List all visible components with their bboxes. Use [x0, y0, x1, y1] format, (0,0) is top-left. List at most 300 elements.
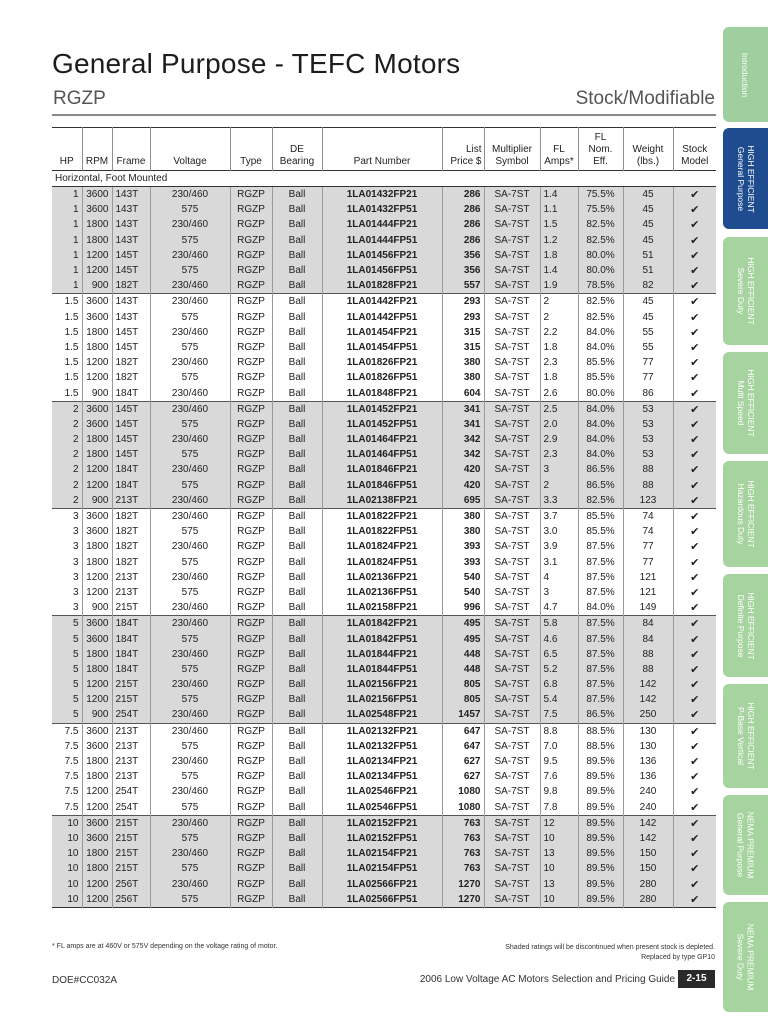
cell-voltage: 575 [150, 585, 230, 600]
cell-efficiency: 89.5% [578, 831, 623, 846]
cell-rpm: 1200 [82, 692, 112, 707]
cell-type: RGZP [230, 861, 272, 876]
cell-list-price: 293 [442, 310, 484, 325]
cell-frame: 184T [112, 462, 150, 477]
cell-type: RGZP [230, 417, 272, 432]
motor-table [52, 127, 716, 908]
cell-weight: 55 [623, 340, 673, 355]
cell-rpm: 900 [82, 493, 112, 509]
cell-voltage: 230/460 [150, 647, 230, 662]
cell-efficiency: 89.5% [578, 861, 623, 876]
cell-efficiency: 88.5% [578, 739, 623, 754]
cell-fl-amps: 9.8 [540, 784, 578, 799]
cell-hp: 5 [52, 616, 82, 632]
cell-rpm: 1800 [82, 447, 112, 462]
cell-hp: 1.5 [64, 372, 79, 384]
table-row [52, 555, 716, 570]
cell-part-number: 1LA02548FP21 [322, 707, 442, 723]
col-voltage: Voltage [150, 128, 230, 171]
cell-multiplier: SA-7ST [484, 600, 540, 616]
cell-rpm: 3600 [82, 294, 112, 310]
cell-weight: 240 [623, 784, 673, 799]
cell-bearing: Ball [272, 217, 322, 232]
cell-part-number: 1LA01432FP21 [322, 187, 442, 203]
cell-weight: 45 [623, 310, 673, 325]
cell-weight: 82 [623, 278, 673, 294]
cell-rpm: 1200 [82, 570, 112, 585]
cell-voltage: 230/460 [150, 355, 230, 370]
cell-rpm: 3600 [82, 739, 112, 754]
cell-type: RGZP [230, 769, 272, 784]
cell-stock-check: ✔ [673, 846, 716, 861]
cell-fl-amps: 13 [540, 876, 578, 891]
cell-stock-check: ✔ [673, 417, 716, 432]
cell-type: RGZP [230, 815, 272, 831]
cell-list-price: 356 [442, 248, 484, 263]
page-number: 2-15 [678, 970, 715, 988]
tab-label-line2: Severe Duty [735, 267, 746, 315]
cell-type: RGZP [230, 784, 272, 799]
cell-rpm: 3600 [82, 508, 112, 524]
cell-stock-check: ✔ [673, 539, 716, 554]
cell-bearing: Ball [272, 233, 322, 248]
cell-multiplier: SA-7ST [484, 447, 540, 462]
cell-voltage: 575 [150, 662, 230, 677]
table-row [52, 723, 716, 739]
cell-weight: 51 [623, 263, 673, 278]
cell-rpm: 1200 [82, 800, 112, 816]
table-row [52, 202, 716, 217]
cell-hp: 10 [52, 831, 82, 846]
cell-stock-check: ✔ [673, 401, 716, 417]
cell-weight: 280 [623, 892, 673, 908]
cell-bearing: Ball [272, 769, 322, 784]
cell-fl-amps: 2.6 [540, 385, 578, 401]
cell-type: RGZP [230, 631, 272, 646]
table-row [52, 401, 716, 417]
cell-multiplier: SA-7ST [484, 340, 540, 355]
cell-stock-check: ✔ [673, 478, 716, 493]
cell-bearing: Ball [272, 432, 322, 447]
cell-fl-amps: 2.3 [540, 355, 578, 370]
cell-voltage: 575 [150, 202, 230, 217]
cell-hp: 2 [52, 447, 82, 462]
cell-multiplier: SA-7ST [484, 310, 540, 325]
cell-hp: 3 [72, 571, 79, 583]
cell-fl-amps: 4.6 [540, 631, 578, 646]
cell-frame: 184T [112, 647, 150, 662]
cell-bearing: Ball [272, 631, 322, 646]
cell-frame: 215T [112, 600, 150, 616]
cell-part-number: 1LA01456FP21 [322, 248, 442, 263]
cell-efficiency: 84.0% [578, 401, 623, 417]
cell-fl-amps: 1.4 [540, 263, 578, 278]
cell-voltage: 230/460 [150, 539, 230, 554]
cell-multiplier: SA-7ST [484, 478, 540, 493]
col-type: Type [230, 128, 272, 171]
cell-stock-check: ✔ [673, 310, 716, 325]
cell-type: RGZP [230, 600, 272, 616]
cell-list-price: 341 [442, 417, 484, 432]
cell-frame: 145T [112, 432, 150, 447]
cell-stock-check: ✔ [673, 723, 716, 739]
cell-stock-check: ✔ [673, 233, 716, 248]
cell-rpm: 1800 [82, 754, 112, 769]
cell-list-price: 393 [442, 555, 484, 570]
tab-label-line2: General Purpose [735, 146, 746, 211]
cell-bearing: Ball [272, 616, 322, 632]
cell-fl-amps: 10 [540, 831, 578, 846]
cell-voltage: 575 [150, 310, 230, 325]
cell-hp: 2 [52, 478, 82, 493]
cell-voltage: 575 [150, 340, 230, 355]
cell-weight: 280 [623, 876, 673, 891]
cell-hp: 2 [52, 493, 82, 509]
cell-fl-amps: 7.8 [540, 800, 578, 816]
cell-voltage: 230/460 [150, 784, 230, 799]
section-label: Horizontal, Foot Mounted [52, 171, 716, 187]
cell-weight: 53 [623, 432, 673, 447]
cell-type: RGZP [230, 692, 272, 707]
title-divider [52, 114, 716, 116]
tab-label-line1: HIGH EFFICIENT [745, 480, 756, 548]
cell-frame: 213T [112, 754, 150, 769]
table-row [52, 187, 716, 203]
cell-part-number: 1LA01452FP51 [322, 417, 442, 432]
cell-hp: 1.5 [64, 311, 79, 323]
table-row [52, 524, 716, 539]
cell-frame: 254T [112, 707, 150, 723]
tab-high-efficient-multi-speed[interactable] [723, 352, 768, 454]
cell-efficiency: 85.5% [578, 524, 623, 539]
tab-high-efficient-hazardous-duty[interactable] [723, 461, 768, 567]
cell-hp: 3 [52, 508, 82, 524]
cell-list-price: 1270 [442, 876, 484, 891]
cell-weight: 51 [623, 248, 673, 263]
cell-part-number: 1LA01846FP51 [322, 478, 442, 493]
cell-list-price: 286 [442, 233, 484, 248]
cell-rpm: 1800 [82, 325, 112, 340]
cell-part-number: 1LA02156FP51 [322, 692, 442, 707]
cell-efficiency: 89.5% [578, 754, 623, 769]
cell-voltage: 230/460 [150, 876, 230, 891]
cell-voltage: 575 [150, 524, 230, 539]
cell-stock-check: ✔ [673, 355, 716, 370]
cell-voltage: 575 [150, 831, 230, 846]
cell-hp: 2 [52, 462, 82, 477]
cell-weight: 136 [623, 769, 673, 784]
cell-part-number: 1LA02156FP21 [322, 677, 442, 692]
shaded-note [505, 943, 715, 963]
cell-efficiency: 89.5% [578, 815, 623, 831]
cell-part-number: 1LA02566FP21 [322, 876, 442, 891]
cell-bearing: Ball [272, 417, 322, 432]
cell-bearing: Ball [272, 340, 322, 355]
cell-frame: 143T [112, 233, 150, 248]
cell-part-number: 1LA01826FP51 [322, 370, 442, 385]
table-row [52, 831, 716, 846]
table-row [52, 263, 716, 278]
cell-efficiency: 82.5% [578, 294, 623, 310]
cell-fl-amps: 6.5 [540, 647, 578, 662]
col-frame: Frame [112, 128, 150, 171]
cell-type: RGZP [230, 385, 272, 401]
tab-introduction[interactable] [723, 27, 768, 122]
table-row [52, 739, 716, 754]
cell-frame: 145T [112, 248, 150, 263]
cell-fl-amps: 6.8 [540, 677, 578, 692]
cell-efficiency: 87.5% [578, 647, 623, 662]
cell-stock-check: ✔ [673, 325, 716, 340]
cell-bearing: Ball [272, 278, 322, 294]
tab-high-efficient-general-purpose[interactable] [723, 128, 768, 229]
cell-rpm: 1800 [82, 861, 112, 876]
cell-bearing: Ball [272, 739, 322, 754]
cell-bearing: Ball [272, 784, 322, 799]
cell-fl-amps: 2.3 [540, 447, 578, 462]
cell-stock-check: ✔ [673, 294, 716, 310]
cell-stock-check: ✔ [673, 263, 716, 278]
cell-stock-check: ✔ [673, 370, 716, 385]
cell-type: RGZP [230, 585, 272, 600]
cell-part-number: 1LA02132FP21 [322, 723, 442, 739]
cell-rpm: 1200 [82, 876, 112, 891]
cell-fl-amps: 5.8 [540, 616, 578, 632]
cell-multiplier: SA-7ST [484, 631, 540, 646]
cell-list-price: 380 [442, 355, 484, 370]
cell-efficiency: 84.0% [578, 600, 623, 616]
cell-rpm: 3600 [82, 616, 112, 632]
cell-voltage: 230/460 [150, 187, 230, 203]
col-stock-model: Stock Model [673, 128, 716, 171]
cell-efficiency: 86.5% [578, 478, 623, 493]
cell-frame: 184T [112, 385, 150, 401]
table-row [52, 707, 716, 723]
cell-efficiency: 80.0% [578, 385, 623, 401]
cell-weight: 142 [623, 692, 673, 707]
table-row [52, 294, 716, 310]
cell-stock-check: ✔ [673, 570, 716, 585]
cell-bearing: Ball [272, 846, 322, 861]
cell-multiplier: SA-7ST [484, 831, 540, 846]
cell-type: RGZP [230, 294, 272, 310]
cell-weight: 121 [623, 570, 673, 585]
cell-multiplier: SA-7ST [484, 723, 540, 739]
cell-rpm: 1200 [82, 784, 112, 799]
cell-stock-check: ✔ [673, 447, 716, 462]
cell-type: RGZP [230, 555, 272, 570]
cell-efficiency: 87.5% [578, 585, 623, 600]
cell-rpm: 900 [82, 707, 112, 723]
cell-efficiency: 84.0% [578, 432, 623, 447]
table-body [52, 171, 716, 908]
cell-part-number: 1LA02154FP21 [322, 846, 442, 861]
cell-weight: 250 [623, 707, 673, 723]
cell-hp: 10 [52, 861, 82, 876]
cell-list-price: 342 [442, 447, 484, 462]
cell-efficiency: 89.5% [578, 876, 623, 891]
cell-type: RGZP [230, 310, 272, 325]
tab-label-line2: Hazardous Duty [735, 483, 746, 545]
cell-bearing: Ball [272, 831, 322, 846]
cell-stock-check: ✔ [673, 187, 716, 203]
cell-frame: 182T [112, 524, 150, 539]
cell-voltage: 575 [150, 861, 230, 876]
cell-fl-amps: 5.4 [540, 692, 578, 707]
cell-frame: 213T [112, 493, 150, 509]
cell-stock-check: ✔ [673, 524, 716, 539]
cell-fl-amps: 8.8 [540, 723, 578, 739]
cell-type: RGZP [230, 432, 272, 447]
cell-bearing: Ball [272, 692, 322, 707]
tab-label-line1: HIGH EFFICIENT [745, 591, 756, 660]
table-row [52, 385, 716, 401]
cell-list-price: 1080 [442, 784, 484, 799]
cell-frame: 254T [112, 784, 150, 799]
cell-weight: 74 [623, 524, 673, 539]
table-row [52, 677, 716, 692]
cell-efficiency: 84.0% [578, 340, 623, 355]
cell-rpm: 1200 [82, 370, 112, 385]
cell-list-price: 356 [442, 263, 484, 278]
cell-part-number: 1LA02154FP51 [322, 861, 442, 876]
cell-bearing: Ball [272, 892, 322, 908]
cell-fl-amps: 3.0 [540, 524, 578, 539]
cell-stock-check: ✔ [673, 677, 716, 692]
cell-rpm: 1800 [82, 846, 112, 861]
cell-list-price: 341 [442, 401, 484, 417]
cell-part-number: 1LA01456FP51 [322, 263, 442, 278]
cell-fl-amps: 3 [540, 585, 578, 600]
cell-type: RGZP [230, 263, 272, 278]
cell-bearing: Ball [272, 815, 322, 831]
cell-weight: 45 [623, 217, 673, 232]
col-fl-amps: FL Amps* [540, 128, 578, 171]
cell-efficiency: 87.5% [578, 555, 623, 570]
tab-nema-premium-severe-duty[interactable] [723, 902, 768, 1012]
cell-efficiency: 86.5% [578, 462, 623, 477]
cell-weight: 88 [623, 647, 673, 662]
cell-hp: 7.5 [64, 771, 79, 783]
cell-efficiency: 87.5% [578, 662, 623, 677]
cell-fl-amps: 1.5 [540, 217, 578, 232]
cell-frame: 143T [112, 310, 150, 325]
cell-hp: 2 [52, 417, 82, 432]
cell-frame: 182T [112, 539, 150, 554]
cell-list-price: 286 [442, 202, 484, 217]
cell-hp: 7.5 [64, 801, 79, 813]
cell-rpm: 3600 [82, 631, 112, 646]
cell-bearing: Ball [272, 202, 322, 217]
cell-efficiency: 82.5% [578, 233, 623, 248]
cell-list-price: 996 [442, 600, 484, 616]
cell-weight: 77 [623, 370, 673, 385]
cell-list-price: 627 [442, 769, 484, 784]
cell-voltage: 230/460 [150, 432, 230, 447]
cell-stock-check: ✔ [673, 631, 716, 646]
cell-stock-check: ✔ [673, 831, 716, 846]
cell-weight: 130 [623, 739, 673, 754]
cell-list-price: 448 [442, 647, 484, 662]
cell-type: RGZP [230, 278, 272, 294]
cell-list-price: 763 [442, 815, 484, 831]
tab-high-efficient-definite-purpose[interactable] [723, 574, 768, 677]
cell-frame: 145T [112, 417, 150, 432]
shaded-note-line2: Replaced by type GP10 [641, 954, 715, 961]
cell-hp: 7.5 [52, 723, 82, 739]
cell-bearing: Ball [272, 677, 322, 692]
cell-multiplier: SA-7ST [484, 355, 540, 370]
cell-fl-amps: 3 [540, 462, 578, 477]
table-row [52, 861, 716, 876]
cell-efficiency: 87.5% [578, 692, 623, 707]
cell-weight: 136 [623, 754, 673, 769]
cell-rpm: 1800 [82, 233, 112, 248]
cell-type: RGZP [230, 647, 272, 662]
cell-stock-check: ✔ [673, 754, 716, 769]
cell-weight: 150 [623, 861, 673, 876]
cell-stock-check: ✔ [673, 662, 716, 677]
cell-voltage: 230/460 [150, 278, 230, 294]
table-row [52, 570, 716, 585]
cell-type: RGZP [230, 233, 272, 248]
cell-frame: 143T [112, 217, 150, 232]
cell-list-price: 393 [442, 539, 484, 554]
table-row [52, 278, 716, 294]
cell-part-number: 1LA01432FP51 [322, 202, 442, 217]
cell-part-number: 1LA01846FP21 [322, 462, 442, 477]
tab-nema-premium-general-purpose[interactable] [723, 795, 768, 895]
cell-weight: 130 [623, 723, 673, 739]
table-row [52, 462, 716, 477]
cell-hp: 10 [52, 815, 82, 831]
cell-multiplier: SA-7ST [484, 647, 540, 662]
shaded-note-line1: Shaded ratings will be discontinued when present stock is depleted. [505, 944, 715, 951]
cell-multiplier: SA-7ST [484, 876, 540, 891]
table-row [52, 325, 716, 340]
cell-part-number: 1LA01822FP51 [322, 524, 442, 539]
cell-bearing: Ball [272, 570, 322, 585]
table-row [52, 493, 716, 509]
cell-bearing: Ball [272, 355, 322, 370]
cell-bearing: Ball [272, 462, 322, 477]
cell-efficiency: 75.5% [578, 202, 623, 217]
cell-type: RGZP [230, 508, 272, 524]
cell-type: RGZP [230, 723, 272, 739]
cell-stock-check: ✔ [673, 202, 716, 217]
cell-frame: 184T [112, 631, 150, 646]
cell-list-price: 1270 [442, 892, 484, 908]
cell-multiplier: SA-7ST [484, 585, 540, 600]
tab-high-efficient-p-base-vertical[interactable] [723, 684, 768, 788]
cell-type: RGZP [230, 616, 272, 632]
tab-high-efficient-severe-duty[interactable] [723, 237, 768, 345]
cell-voltage: 230/460 [150, 754, 230, 769]
cell-multiplier: SA-7ST [484, 754, 540, 769]
cell-rpm: 1200 [82, 355, 112, 370]
cell-bearing: Ball [272, 478, 322, 493]
cell-stock-check: ✔ [673, 585, 716, 600]
cell-type: RGZP [230, 355, 272, 370]
table-row [52, 846, 716, 861]
cell-hp: 1 [52, 233, 82, 248]
cell-stock-check: ✔ [673, 508, 716, 524]
cell-multiplier: SA-7ST [484, 401, 540, 417]
cell-list-price: 1080 [442, 800, 484, 816]
cell-list-price: 627 [442, 754, 484, 769]
cell-efficiency: 80.0% [578, 248, 623, 263]
cell-stock-check: ✔ [673, 800, 716, 816]
